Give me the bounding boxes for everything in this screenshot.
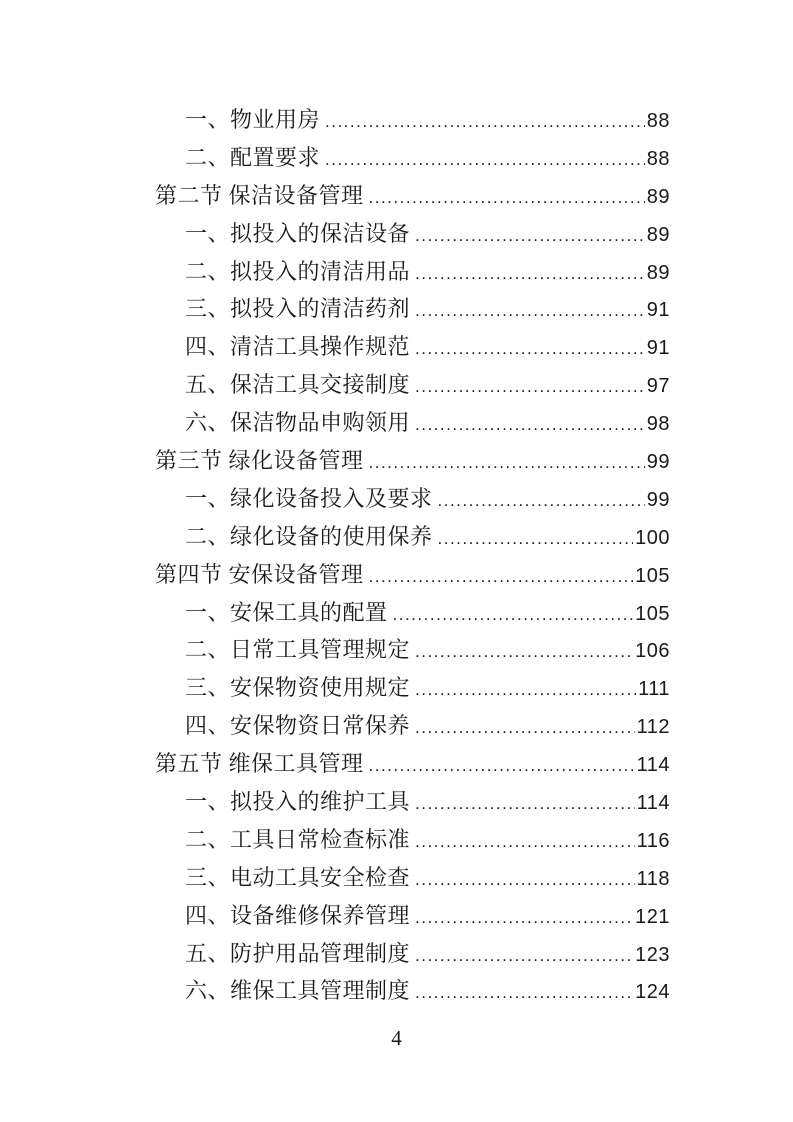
toc-dot-leader [415, 215, 645, 253]
toc-entry-page: 91 [646, 299, 670, 322]
toc-entry[interactable] [155, 442, 670, 480]
toc-entry[interactable] [155, 101, 670, 139]
toc-entry-title: 二、日常工具管理规定 [185, 637, 411, 663]
toc-entry-title: 二、拟投入的清洁用品 [185, 258, 411, 284]
toc-dot-leader [415, 290, 645, 328]
table-of-contents [155, 101, 670, 1010]
toc-dot-leader [415, 783, 635, 821]
toc-entry-page: 100 [635, 526, 670, 549]
toc-entry[interactable] [155, 783, 670, 821]
toc-entry-title: 二、工具日常检查标准 [185, 826, 411, 852]
toc-entry-page: 89 [646, 185, 670, 208]
toc-entry-title: 六、维保工具管理制度 [185, 978, 411, 1004]
toc-entry-title: 四、安保物资日常保养 [185, 713, 411, 739]
toc-entry-page: 114 [636, 792, 670, 815]
toc-entry[interactable] [155, 556, 670, 594]
toc-entry-page: 123 [635, 943, 670, 966]
toc-entry-title: 一、绿化设备投入及要求 [185, 485, 433, 511]
toc-entry-page: 124 [635, 981, 670, 1004]
toc-dot-leader [415, 707, 635, 745]
toc-entry[interactable] [155, 328, 670, 366]
toc-dot-leader [415, 935, 633, 973]
toc-dot-leader [393, 594, 634, 632]
page-number: 4 [391, 1026, 402, 1050]
toc-entry-page: 97 [646, 375, 670, 398]
toc-entry-title: 六、保洁物品申购领用 [185, 410, 411, 436]
toc-entry-page: 98 [646, 413, 670, 436]
toc-entry[interactable] [155, 669, 670, 707]
toc-entry[interactable] [155, 518, 670, 556]
toc-entry-page: 106 [635, 640, 670, 663]
toc-dot-leader [415, 669, 636, 707]
toc-entry[interactable] [155, 404, 670, 442]
toc-entry-title: 四、设备维修保养管理 [185, 902, 411, 928]
toc-entry-title: 三、电动工具安全检查 [185, 864, 411, 890]
toc-entry[interactable] [155, 707, 670, 745]
toc-entry-page: 99 [646, 451, 670, 474]
toc-entry-title: 一、安保工具的配置 [185, 599, 388, 625]
toc-entry[interactable] [155, 366, 670, 404]
toc-entry[interactable] [155, 935, 670, 973]
toc-entry-title: 五、保洁工具交接制度 [185, 372, 411, 398]
toc-entry-page: 88 [646, 110, 670, 132]
toc-entry-title: 二、配置要求 [185, 144, 321, 170]
toc-dot-leader [415, 821, 635, 859]
toc-dot-leader [325, 139, 645, 177]
toc-entry-title: 第五节 维保工具管理 [155, 751, 364, 777]
toc-dot-leader [438, 480, 645, 518]
toc-dot-leader [369, 177, 645, 215]
toc-entry-title: 二、绿化设备的使用保养 [185, 523, 433, 549]
toc-entry-page: 89 [646, 223, 670, 246]
toc-entry-page: 91 [646, 337, 670, 360]
toc-entry-page: 116 [636, 829, 670, 852]
toc-entry-title: 一、物业用房 [185, 107, 321, 132]
toc-entry-title: 第四节 安保设备管理 [155, 561, 364, 587]
toc-entry-page: 114 [636, 754, 670, 777]
toc-entry[interactable] [155, 480, 670, 518]
toc-entry-title: 四、清洁工具操作规范 [185, 334, 411, 360]
toc-entry[interactable] [155, 290, 670, 328]
toc-entry[interactable] [155, 972, 670, 1010]
toc-dot-leader [369, 556, 634, 594]
toc-entry-page: 89 [646, 261, 670, 284]
toc-dot-leader [369, 745, 635, 783]
toc-entry-page: 111 [638, 678, 670, 701]
toc-dot-leader [415, 972, 633, 1010]
toc-entry-page: 112 [636, 716, 670, 739]
toc-dot-leader [438, 518, 634, 556]
toc-entry-title: 一、拟投入的保洁设备 [185, 220, 411, 246]
toc-dot-leader [415, 631, 633, 669]
toc-entry-title: 第二节 保洁设备管理 [155, 182, 364, 208]
toc-entry[interactable] [155, 631, 670, 669]
toc-entry[interactable] [155, 177, 670, 215]
toc-dot-leader [369, 442, 645, 480]
toc-entry-page: 105 [635, 602, 670, 625]
toc-entry[interactable] [155, 594, 670, 632]
toc-dot-leader [325, 101, 645, 139]
toc-dot-leader [415, 859, 635, 897]
toc-entry[interactable] [155, 821, 670, 859]
toc-entry-page: 105 [635, 564, 670, 587]
toc-dot-leader [415, 328, 645, 366]
toc-entry-title: 三、拟投入的清洁药剂 [185, 296, 411, 322]
toc-dot-leader [415, 404, 645, 442]
toc-entry-page: 99 [646, 488, 670, 511]
toc-dot-leader [415, 366, 645, 404]
toc-entry[interactable] [155, 859, 670, 897]
toc-entry[interactable] [155, 253, 670, 291]
toc-entry-page: 88 [646, 147, 670, 170]
toc-entry[interactable] [155, 139, 670, 177]
toc-entry-title: 一、拟投入的维护工具 [185, 789, 411, 815]
toc-entry-title: 五、防护用品管理制度 [185, 940, 411, 966]
toc-entry[interactable] [155, 897, 670, 935]
toc-entry-title: 第三节 绿化设备管理 [155, 448, 364, 474]
toc-entry[interactable] [155, 745, 670, 783]
toc-entry-page: 118 [636, 867, 670, 890]
toc-dot-leader [415, 253, 645, 291]
toc-entry-title: 三、安保物资使用规定 [185, 675, 411, 701]
toc-dot-leader [415, 897, 633, 935]
toc-entry[interactable] [155, 215, 670, 253]
toc-entry-page: 121 [635, 905, 670, 928]
